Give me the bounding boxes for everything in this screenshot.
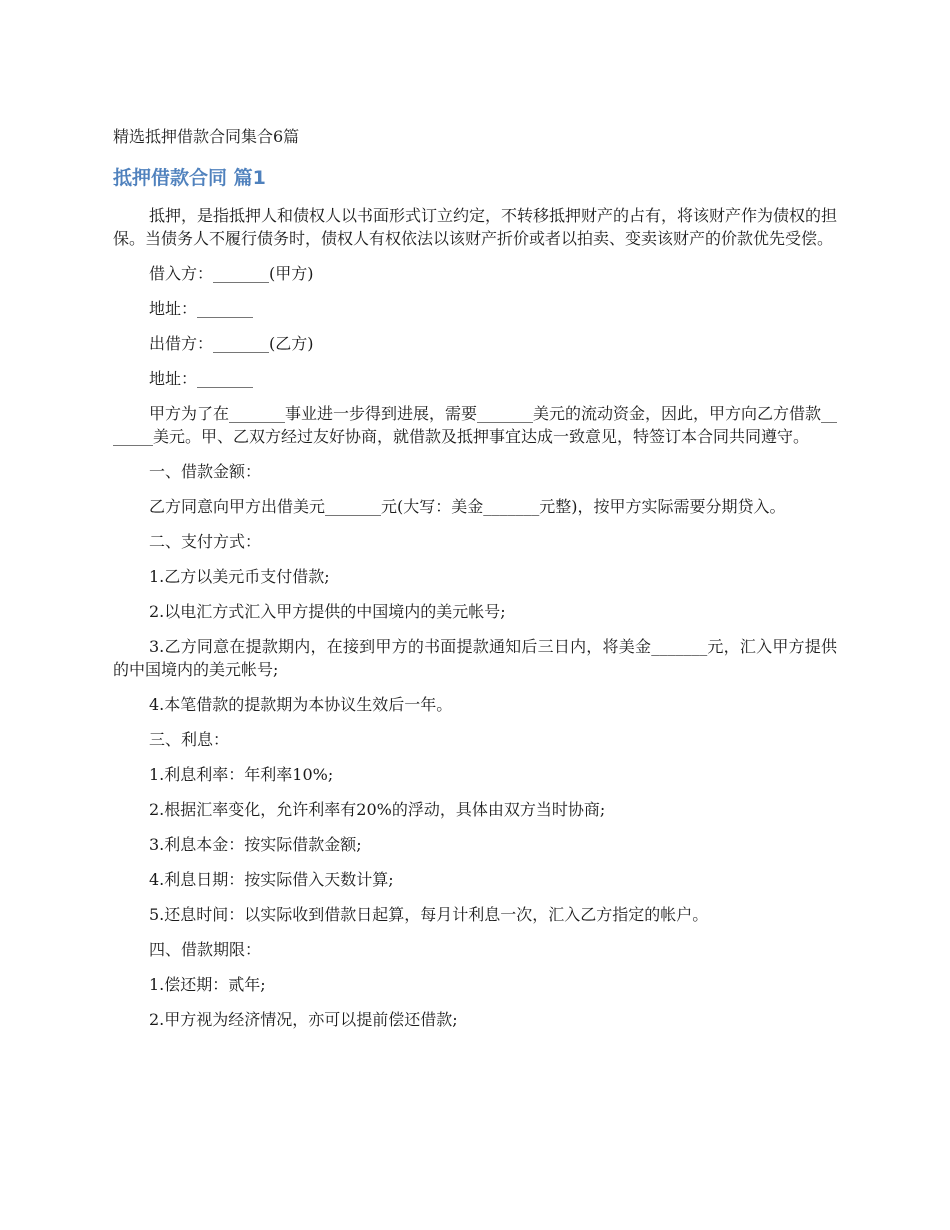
clause-heading-amount: 一、借款金额：: [149, 462, 262, 481]
purpose-paragraph: 甲方为了在_______事业进一步得到进展，需要_______美元的流动资金，因此，甲方向乙方借款_______美元。甲、乙双方经过友好协商，就借款及抵押事宜达成一致意见，特签订本合同共同遵守。: [113, 404, 838, 446]
section-heading: 抵押借款合同 篇1: [113, 167, 266, 189]
payment-item-2: 2.以电汇方式汇入甲方提供的中国境内的美元帐号;: [149, 602, 506, 621]
interest-item-3: 3.利息本金：按实际借款金额;: [149, 835, 362, 854]
clause-heading-term: 四、借款期限：: [149, 940, 262, 959]
borrower-address-line: 地址：_______: [149, 299, 254, 318]
payment-item-1: 1.乙方以美元币支付借款;: [149, 567, 330, 586]
amount-paragraph: 乙方同意向甲方出借美元_______元(大写：美金_______元整)，按甲方实际需要分期贷入。: [149, 497, 786, 516]
interest-item-1: 1.利息利率：年利率10%;: [149, 765, 334, 784]
payment-item-4: 4.本笔借款的提款期为本协议生效后一年。: [149, 695, 453, 714]
interest-item-5: 5.还息时间：以实际收到借款日起算，每月计利息一次，汇入乙方指定的帐户。: [149, 905, 709, 924]
lender-address-line: 地址：_______: [149, 369, 254, 388]
clause-heading-interest: 三、利息：: [149, 730, 230, 749]
interest-item-2: 2.根据汇率变化，允许利率有20%的浮动，具体由双方当时协商;: [149, 800, 606, 819]
term-item-2: 2.甲方视为经济情况，亦可以提前偿还借款;: [149, 1010, 458, 1029]
interest-item-4: 4.利息日期：按实际借入天数计算;: [149, 870, 394, 889]
borrower-line: 借入方：_______(甲方): [149, 264, 314, 283]
clause-heading-payment: 二、支付方式：: [149, 532, 262, 551]
term-item-1: 1.偿还期：贰年;: [149, 975, 266, 994]
lender-line: 出借方：_______(乙方): [149, 334, 314, 353]
document-title: 精选抵押借款合同集合6篇: [113, 127, 300, 146]
document-body: [113, 204, 837, 1043]
payment-item-3: 3.乙方同意在提款期内，在接到甲方的书面提款通知后三日内，将美金_______元，汇入甲方提供的中国境内的美元帐号;: [113, 637, 837, 679]
intro-paragraph: 抵押，是指抵押人和债权人以书面形式订立约定，不转移抵押财产的占有，将该财产作为债权的担保。当债务人不履行债务时，债权人有权依法以该财产折价或者以拍卖、变卖该财产的价款优先受偿。: [113, 206, 838, 248]
